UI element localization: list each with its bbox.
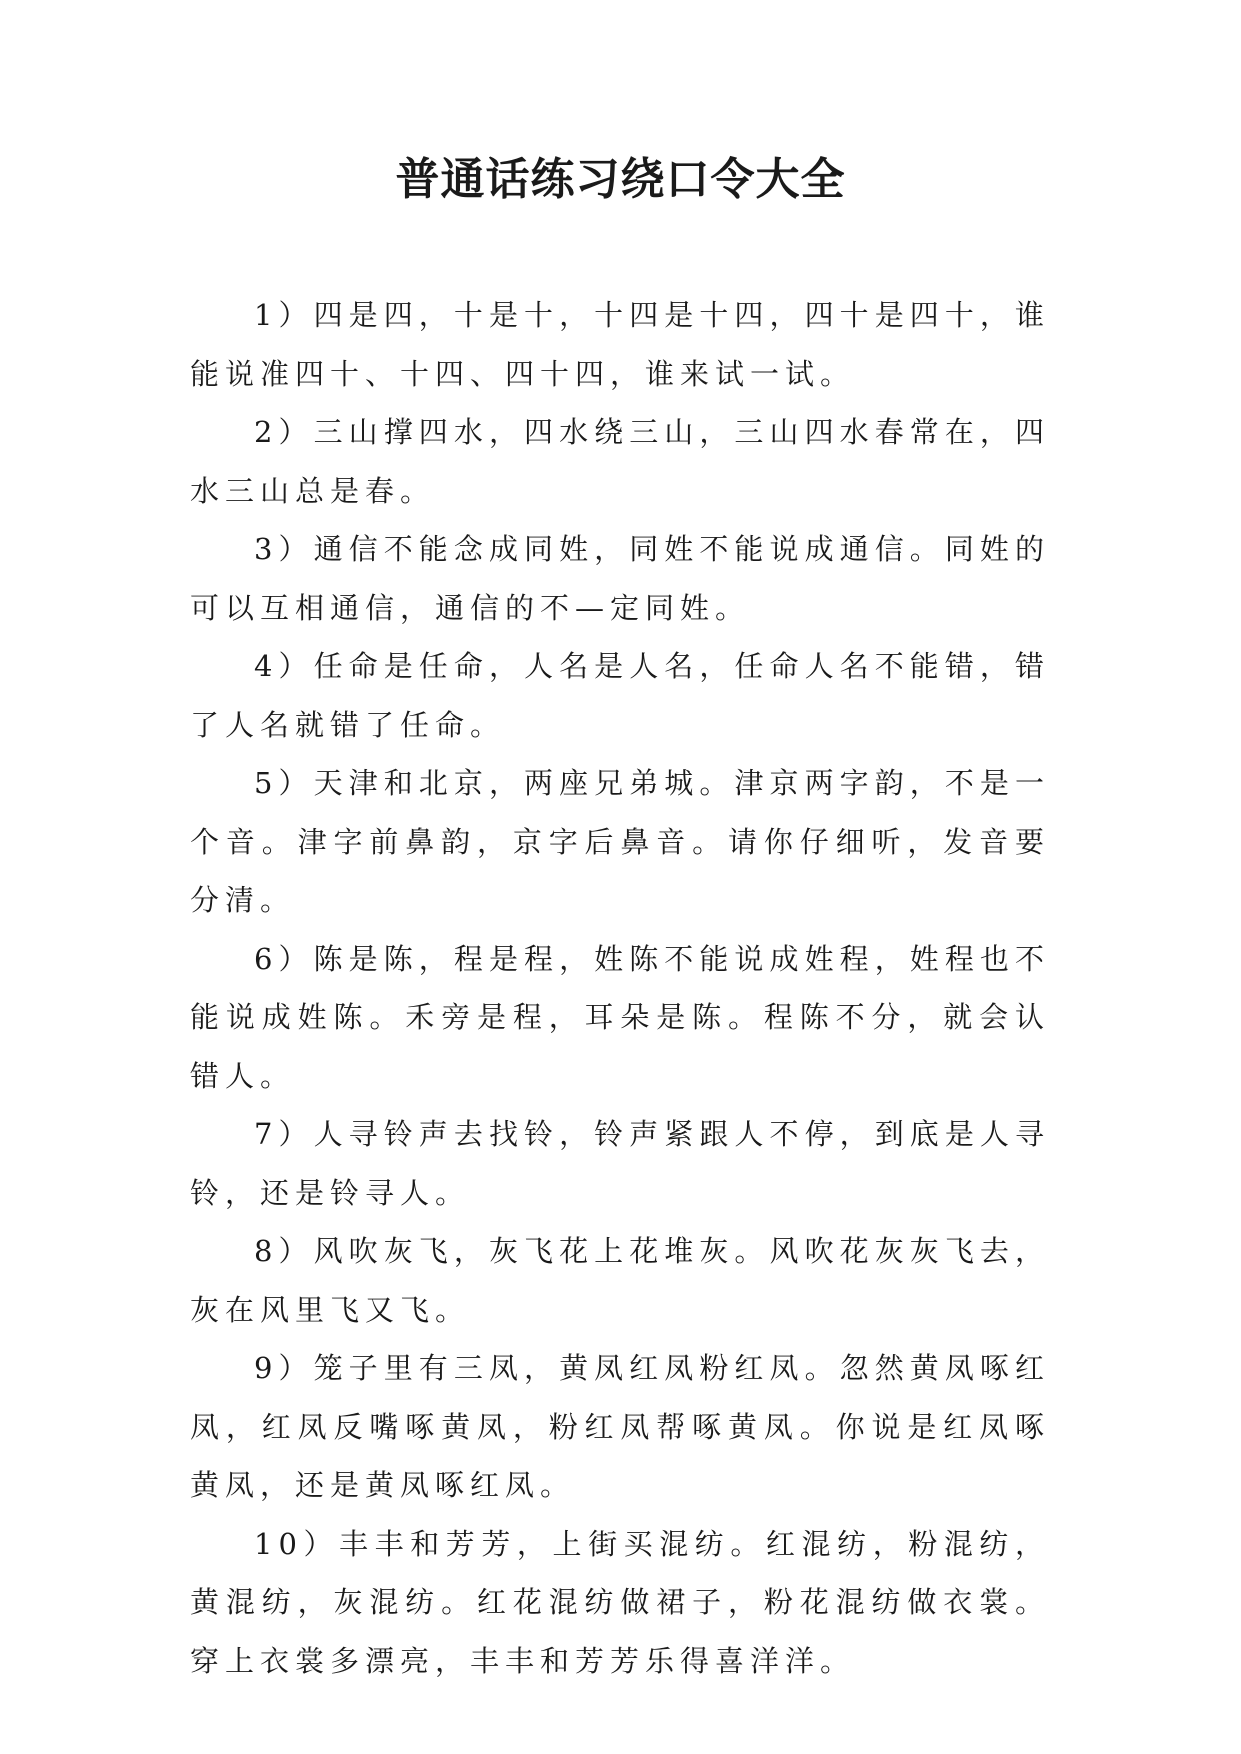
paragraph-4: 4）任命是任命，人名是人名，任命人名不能错，错了人名就错了任命。 [190, 649, 1050, 742]
paragraph-3: 3）通信不能念成同姓，同姓不能说成通信。同姓的可以互相通信，通信的不—定同姓。 [190, 532, 1050, 625]
document-title: 普通话练习绕口令大全 [395, 154, 846, 205]
document-body [190, 286, 1050, 1690]
paragraph-6: 6）陈是陈，程是程，姓陈不能说成姓程，姓程也不能说成姓陈。禾旁是程，耳朵是陈。程陈不分，就会认错人。 [190, 941, 1050, 1093]
paragraph-9: 9）笼子里有三凤，黄凤红凤粉红凤。忽然黄凤啄红凤，红凤反嘴啄黄凤，粉红凤帮啄黄凤。你说是红凤啄黄凤，还是黄凤啄红凤。 [190, 1351, 1050, 1502]
paragraph-1: 1）四是四，十是十，十四是十四，四十是四十，谁能说准四十、十四、四十四，谁来试一试。 [190, 298, 1050, 391]
paragraph-10: 10）丰丰和芳芳，上街买混纺。红混纺，粉混纺，黄混纺，灰混纺。红花混纺做裙子，粉花混纺做衣裳。穿上衣裳多漂亮，丰丰和芳芳乐得喜洋洋。 [190, 1526, 1050, 1678]
paragraph-7: 7）人寻铃声去找铃，铃声紧跟人不停，到底是人寻铃，还是铃寻人。 [190, 1117, 1050, 1210]
paragraph-2: 2）三山撑四水，四水绕三山，三山四水春常在，四水三山总是春。 [190, 415, 1050, 508]
paragraph-8: 8）风吹灰飞，灰飞花上花堆灰。风吹花灰灰飞去，灰在风里飞又飞。 [190, 1234, 1050, 1327]
paragraph-5: 5）天津和北京，两座兄弟城。津京两字韵，不是一个音。津字前鼻韵，京字后鼻音。请你仔细听，发音要分清。 [190, 766, 1050, 917]
